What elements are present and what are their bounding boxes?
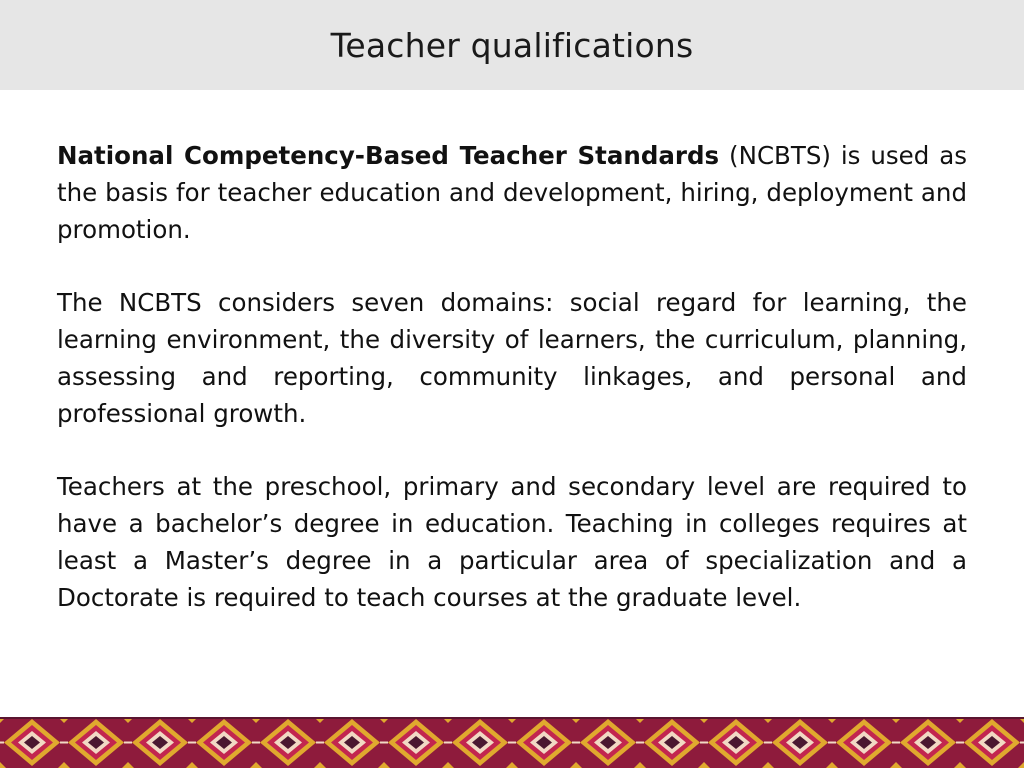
ncbts-bold-term: National Competency-Based Teacher Standards <box>57 141 720 170</box>
woven-pattern-border <box>0 717 1024 768</box>
paragraph-degree-requirements: Teachers at the preschool, primary and secondary level are required to have a bachelor’s degree in education. Teaching in colleges requires at least a Master’s degree in a particular area of specialization and a Doctorate is required to teach courses at the graduate level. <box>57 472 967 612</box>
paragraph-ncbts-domains: The NCBTS considers seven domains: social regard for learning, the learning environment, the diversity of learners, the curriculum, planning, assessing and reporting, community linkages, and personal and professional growth. <box>57 288 967 428</box>
paragraph-ncbts-intro <box>57 137 967 248</box>
woven-pattern-graphic <box>0 717 1024 768</box>
ncbts-intro-text: (NCBTS) is used as the basis for teacher education and development, hiring, deployment and promotion. <box>57 141 967 244</box>
slide-title: Teacher qualifications <box>330 25 694 65</box>
slide-body <box>57 137 967 652</box>
slide-header <box>0 0 1024 90</box>
